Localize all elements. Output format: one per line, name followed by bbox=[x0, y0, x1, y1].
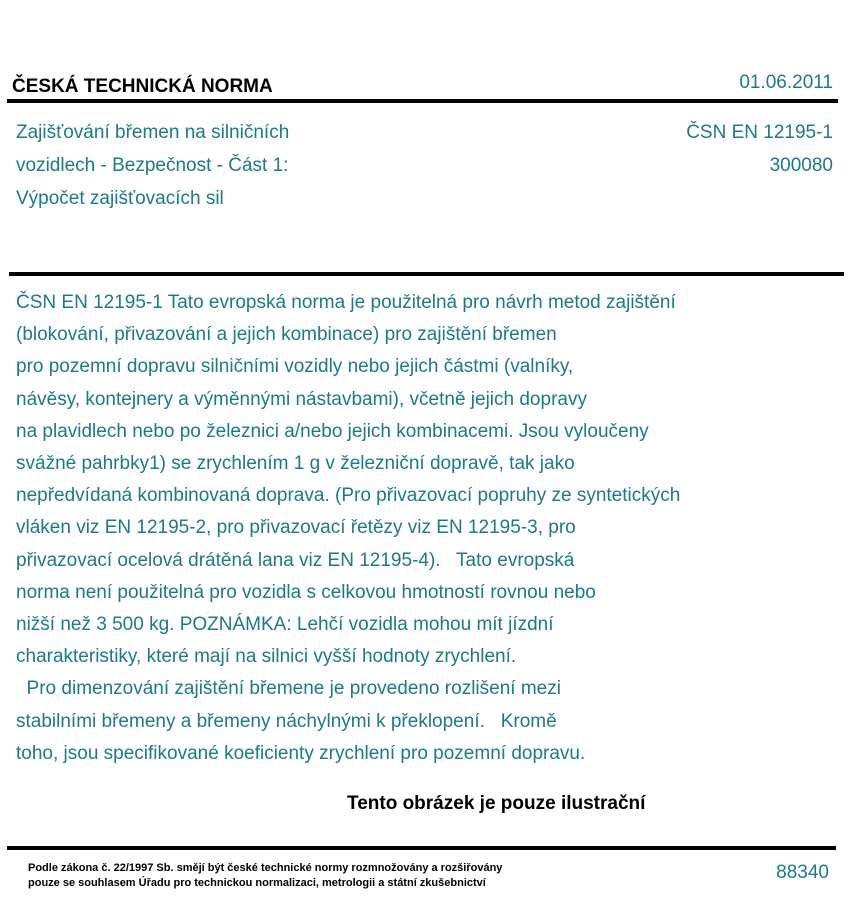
abstract-line: nižší než 3 500 kg. POZNÁMKA: Lehčí vozidla mohou mít jízdní bbox=[16, 614, 554, 636]
abstract-line: toho, jsou specifikované koeficienty zrychlení pro pozemní dopravu. bbox=[16, 742, 586, 764]
legal-notice-line: pouze se souhlasem Úřadu pro technickou normalizaci, metrologii a státní zkušebnictví bbox=[28, 877, 486, 889]
catalog-number: 88340 bbox=[776, 862, 829, 883]
classification-code: 300080 bbox=[769, 155, 833, 176]
standard-title-line: Zajišťování břemen na silničních bbox=[16, 122, 290, 143]
abstract-line: (blokování, přivazování a jejich kombinace) pro zajištění břemen bbox=[16, 324, 557, 346]
abstract-line: nepředvídaná kombinovaná doprava. (Pro přivazovací popruhy ze syntetických bbox=[16, 485, 681, 507]
publication-date: 01.06.2011 bbox=[739, 72, 833, 93]
abstract-line: ČSN EN 12195-1 Tato evropská norma je použitelná pro návrh metod zajištění bbox=[16, 292, 676, 313]
abstract-line: na plavidlech nebo po železnici a/nebo jejich kombinacemi. Jsou vyloučeny bbox=[16, 420, 649, 442]
abstract-line: pro pozemní dopravu silničními vozidly nebo jejich částmi (valníky, bbox=[16, 356, 574, 378]
standard-title-line: Výpočet zajišťovacích sil bbox=[16, 188, 224, 209]
abstract-line: charakteristiky, které mají na silnici vyšší hodnoty zrychlení. bbox=[16, 646, 517, 668]
legal-notice-line: Podle zákona č. 22/1997 Sb. smějí být české technické normy rozmnožovány a rozšiřovány bbox=[28, 862, 503, 874]
illustration-disclaimer: Tento obrázek je pouze ilustrační bbox=[347, 793, 646, 814]
abstract-line: návěsy, kontejnery a výměnnými nástavbami), včetně jejich dopravy bbox=[16, 388, 587, 410]
abstract-line: svážné pahrbky1) se zrychlením 1 g v železniční dopravě, tak jako bbox=[16, 453, 575, 475]
abstract-line: norma není použitelná pro vozidla s celkovou hmotností rovnou nebo bbox=[16, 581, 596, 603]
standard-title bbox=[16, 116, 289, 215]
abstract-text bbox=[16, 287, 680, 770]
bottom-divider bbox=[7, 846, 836, 850]
middle-divider bbox=[9, 272, 844, 276]
abstract-line: stabilními břemeny a břemeny náchylnými k překlopení. Kromě bbox=[16, 710, 557, 732]
standard-identifiers bbox=[686, 116, 833, 182]
abstract-line: Pro dimenzování zajištění břemene je provedeno rozlišení mezi bbox=[16, 678, 561, 700]
document-type-heading: ČESKÁ TECHNICKÁ NORMA bbox=[12, 76, 273, 97]
abstract-line: přivazovací ocelová drátěná lana viz EN 12195-4). Tato evropská bbox=[16, 549, 575, 571]
standard-title-line: vozidlech - Bezpečnost - Část 1: bbox=[16, 155, 289, 176]
legal-notice bbox=[28, 861, 502, 891]
top-divider bbox=[7, 99, 838, 103]
standard-designation: ČSN EN 12195-1 bbox=[686, 122, 833, 143]
abstract-line: vláken viz EN 12195-2, pro přivazovací řetězy viz EN 12195-3, pro bbox=[16, 517, 576, 539]
